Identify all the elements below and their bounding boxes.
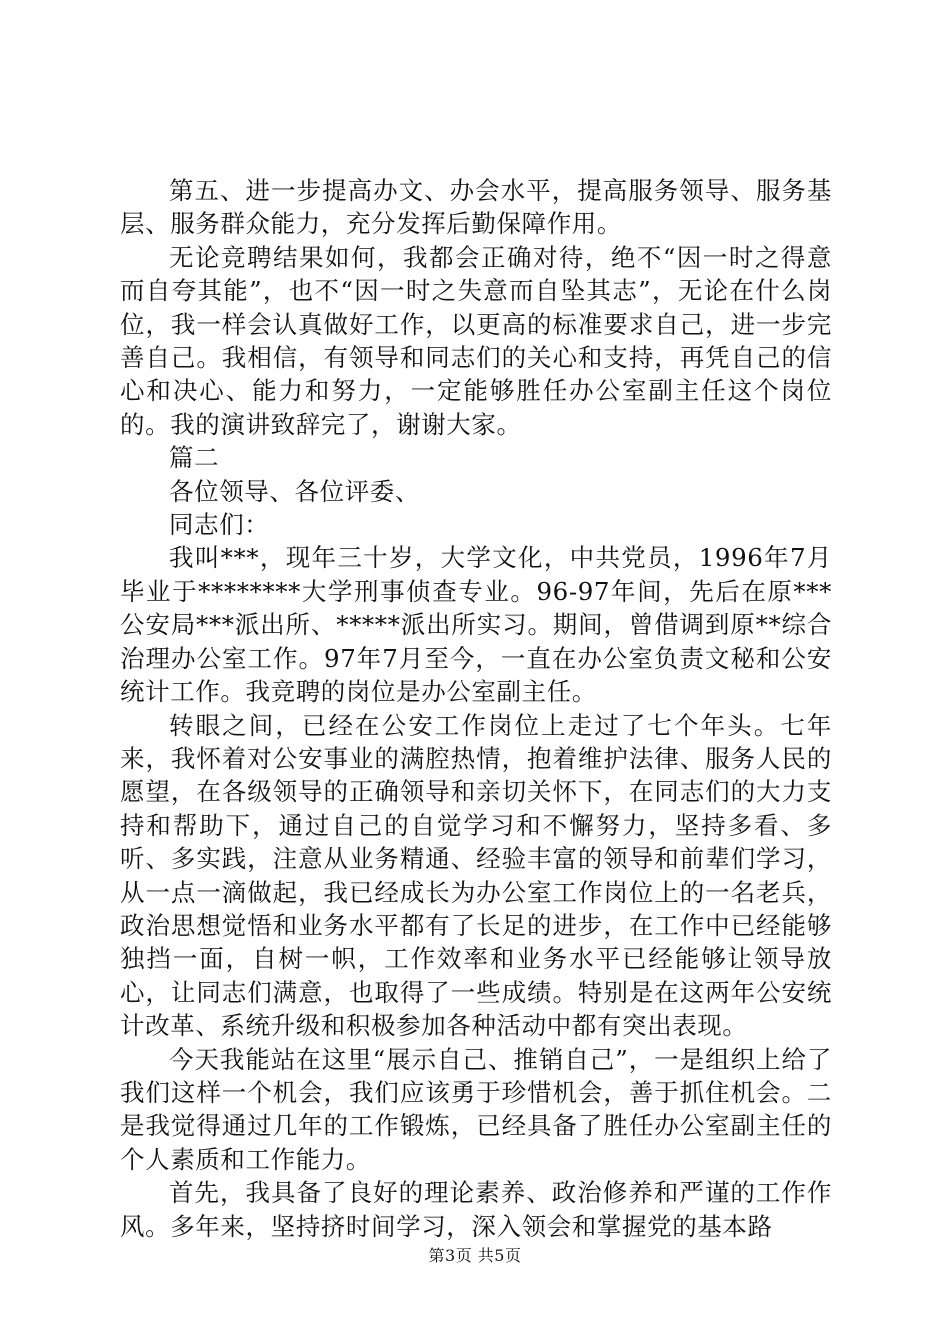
section-heading: 篇二 xyxy=(169,443,220,473)
paragraph: 第五、进一步提高办文、办会水平，提高服务领导、服务基层、服务群众能力，充分发挥后勤保障作用。 xyxy=(120,176,832,239)
paragraph: 无论竞聘结果如何，我都会正确对待，绝不“因一时之得意而自夸其能”，也不“因一时之失意而自坠其志”，无论在什么岗位，我一样会认真做好工作，以更高的标准要求自己，进一步完善自己。我相信，有领导和同志们的关心和支持，再凭自己的信心和决心、能力和努力，一定能够胜任办公室副主任这个岗位的。我的演讲致辞完了，谢谢大家。 xyxy=(120,242,832,439)
paragraph: 转眼之间，已经在公安工作岗位上走过了七个年头。七年来，我怀着对公安事业的满腔热情，抱着维护法律、服务人民的愿望，在各级领导的正确领导和亲切关怀下，在同志们的大力支持和帮助下，通过自己的自觉学习和不懈努力，坚持多看、多听、多实践，注意从业务精通、经验丰富的领导和前辈们学习，从一点一滴做起，我已经成长为办公室工作岗位上的一名老兵，政治思想觉悟和业务水平都有了长足的进步，在工作中已经能够独挡一面，自树一帜，工作效率和业务水平已经能够让领导放心，让同志们满意，也取得了一些成绩。特别是在这两年公安统计改革、系统升级和积极参加各种活动中都有突出表现。 xyxy=(120,710,832,1041)
paragraph: 首先，我具备了良好的理论素养、政治修养和严谨的工作作风。多年来，坚持挤时间学习，深入领会和掌握党的基本路 xyxy=(120,1178,832,1241)
salutation-line: 各位领导、各位评委、 xyxy=(169,476,420,506)
document-body xyxy=(120,174,832,1243)
paragraph: 今天我能站在这里“展示自己、推销自己”，一是组织上给了我们这样一个机会，我们应该勇于珍惜机会，善于抓住机会。二是我觉得通过几年的工作锻炼，已经具备了胜任办公室副主任的个人素质和工作能力。 xyxy=(120,1044,832,1174)
page-number-footer: 第3页 共5页 xyxy=(428,1246,522,1265)
salutation-line: 同志们： xyxy=(169,510,270,540)
paragraph: 我叫***，现年三十岁，大学文化，中共党员，1996年7月毕业于********大学刑事侦查专业。96-97年间，先后在原***公安局***派出所、*****派出所实习。期间，曾借调到原**综合治理办公室工作。97年7月至今，一直在办公室负责文秘和公安统计工作。我竞聘的岗位是办公室副主任。 xyxy=(120,543,832,707)
